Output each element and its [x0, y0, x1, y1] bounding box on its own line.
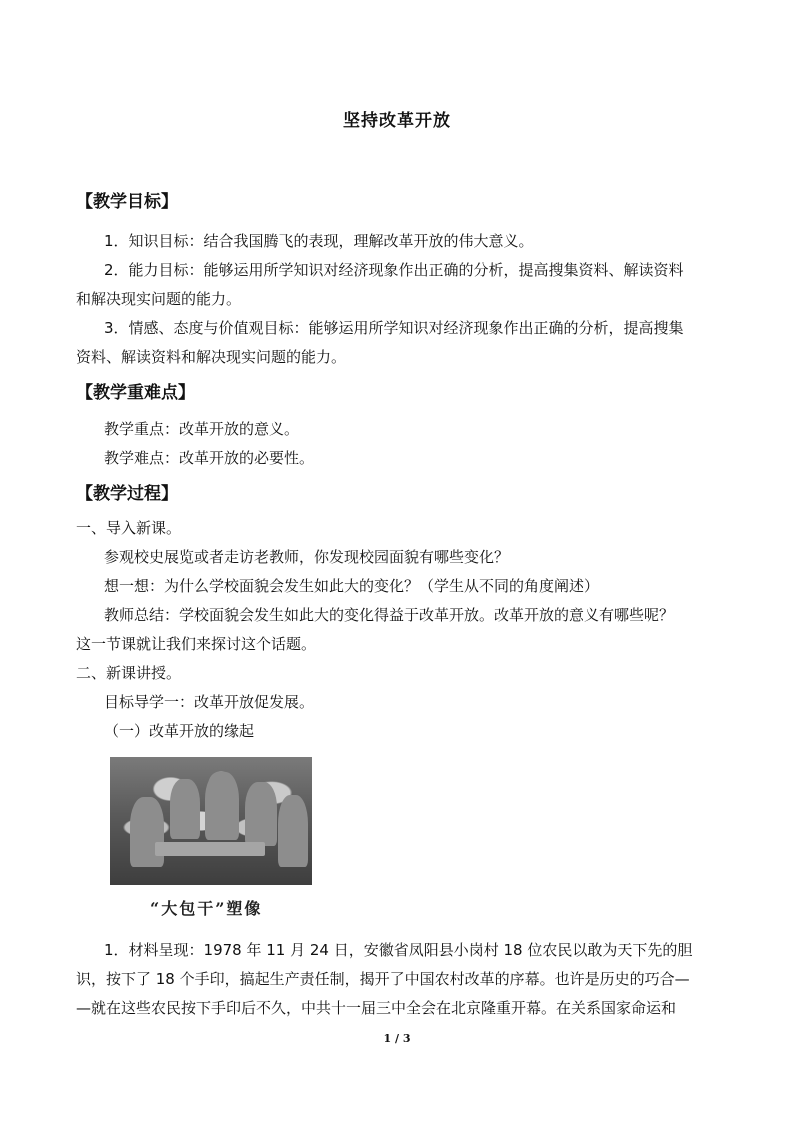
process-line: 这一节课就让我们来探讨这个话题。 [76, 635, 317, 653]
key-focus: 教学重点：改革开放的意义。 [104, 420, 300, 438]
material-line: 1．材料呈现：1978 年 11 月 24 日，安徽省凤阳县小岗村 18 位农民以敢为天下先的胆 [104, 941, 693, 959]
section-heading-process: 【教学过程】 [76, 484, 178, 504]
process-line: 教师总结：学校面貌会发生如此大的变化得益于改革开放。改革开放的意义有哪些呢？ [104, 606, 675, 624]
sculpture-photo [110, 757, 312, 885]
goal-2-line-1: 2．能力目标：能够运用所学知识对经济现象作出正确的分析，提高搜集资料、解读资料 [104, 261, 684, 279]
goal-3-line-1: 3．情感、态度与价值观目标：能够运用所学知识对经济现象作出正确的分析，提高搜集 [104, 319, 684, 337]
process-line: 参观校史展览或者走访老教师，你发现校园面貌有哪些变化？ [104, 548, 510, 566]
process-new-lesson-heading: 二、新课讲授。 [76, 664, 182, 682]
key-difficulty: 教学难点：改革开放的必要性。 [104, 449, 315, 467]
page-number: 1 / 3 [383, 1032, 411, 1045]
material-line: —就在这些农民按下手印后不久，中共十一届三中全会在北京隆重开幕。在关系国家命运和 [76, 999, 677, 1017]
process-line: 想一想：为什么学校面貌会发生如此大的变化？（学生从不同的角度阐述） [104, 577, 600, 595]
goal-2-line-2: 和解决现实问题的能力。 [76, 290, 242, 308]
image-caption: “大包干”塑像 [150, 899, 263, 918]
section-heading-key-points: 【教学重难点】 [76, 383, 195, 403]
page-title: 坚持改革开放 [343, 111, 451, 131]
process-intro-heading: 一、导入新课。 [76, 519, 182, 537]
section-heading-goals: 【教学目标】 [76, 192, 178, 212]
goal-3-line-2: 资料、解读资料和解决现实问题的能力。 [76, 348, 347, 366]
process-subheading: （一）改革开放的缘起 [104, 722, 255, 740]
goal-1: 1．知识目标：结合我国腾飞的表现，理解改革开放的伟大意义。 [104, 232, 534, 250]
material-line: 识，按下了 18 个手印，搞起生产责任制，揭开了中国农村改革的序幕。也许是历史的巧合— [76, 970, 690, 988]
process-line: 目标导学一：改革开放促发展。 [104, 693, 315, 711]
